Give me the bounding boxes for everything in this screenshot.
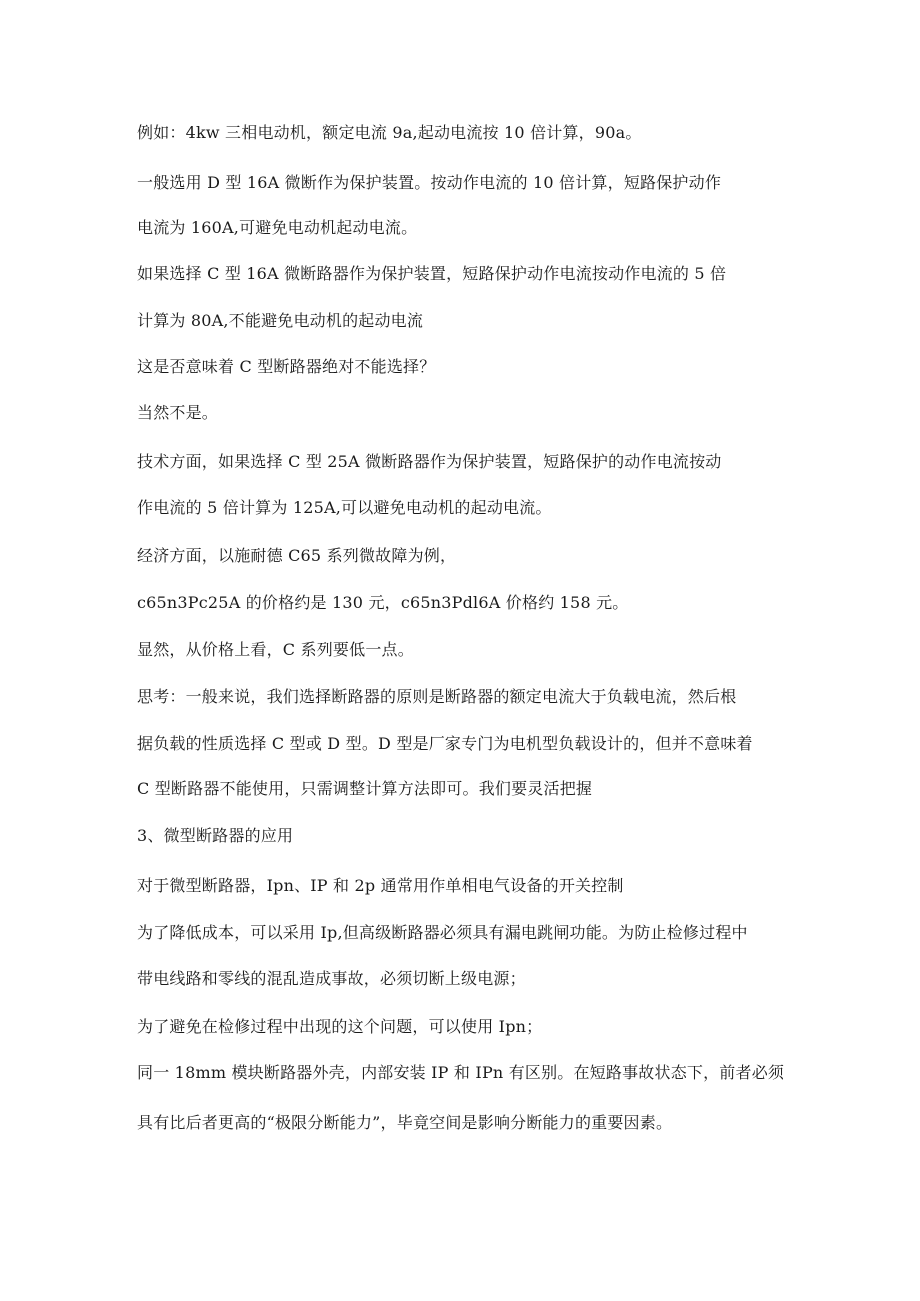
text-line-17: 对于微型断路器，Ipn、IP 和 2p 通常用作单相电气设备的开关控制 [137, 876, 624, 895]
text-line-3: 电流为 160A,可避免电动机起动电流。 [137, 218, 418, 237]
text-line-1: 例如：4kw 三相电动机，额定电流 9a,起动电流按 10 倍计算，90a。 [137, 123, 642, 142]
text-line-14: 据负载的性质选择 C 型或 D 型。D 型是厂家专门为电机型负载设计的，但并不意味着 [137, 734, 753, 753]
text-line-15: C 型断路器不能使用，只需调整计算方法即可。我们要灵活把握 [137, 779, 593, 798]
text-line-22: 具有比后者更高的“极限分断能力”，毕竟空间是影响分断能力的重要因素。 [137, 1113, 673, 1132]
text-line-21: 同一 18mm 模块断路器外壳，内部安装 IP 和 IPn 有区别。在短路事故状态下，前者必须 [137, 1063, 785, 1082]
section-heading: 3、微型断路器的应用 [137, 826, 294, 845]
text-line-8: 技术方面，如果选择 C 型 25A 微断路器作为保护装置，短路保护的动作电流按动 [137, 452, 722, 471]
text-line-12: 显然，从价格上看，C 系列要低一点。 [137, 640, 414, 659]
text-line-20: 为了避免在检修过程中出现的这个问题，可以使用 Ipn； [137, 1017, 543, 1036]
text-line-19: 带电线路和零线的混乱造成事故，必须切断上级电源； [137, 969, 526, 988]
text-line-4: 如果选择 C 型 16A 微断路器作为保护装置，短路保护动作电流按动作电流的 5 倍 [137, 264, 727, 283]
text-line-6: 这是否意味着 C 型断路器绝对不能选择？ [137, 357, 436, 376]
text-line-5: 计算为 80A,不能避免电动机的起动电流 [137, 311, 424, 330]
text-line-11: c65n3Pc25A 的价格约是 130 元，c65n3Pdl6A 价格约 158 元。 [137, 593, 629, 612]
text-line-9: 作电流的 5 倍计算为 125A,可以避免电动机的起动电流。 [137, 498, 552, 517]
text-line-2: 一般选用 D 型 16A 微断作为保护装置。按动作电流的 10 倍计算，短路保护动作 [137, 173, 722, 192]
text-line-13: 思考：一般来说，我们选择断路器的原则是断路器的额定电流大于负载电流，然后根 [137, 687, 737, 706]
text-line-10: 经济方面，以施耐德 C65 系列微故障为例， [137, 546, 457, 565]
text-line-7: 当然不是。 [137, 403, 219, 422]
text-line-18: 为了降低成本，可以采用 Ip,但高级断路器必须具有漏电跳闸功能。为防止检修过程中 [137, 923, 748, 942]
